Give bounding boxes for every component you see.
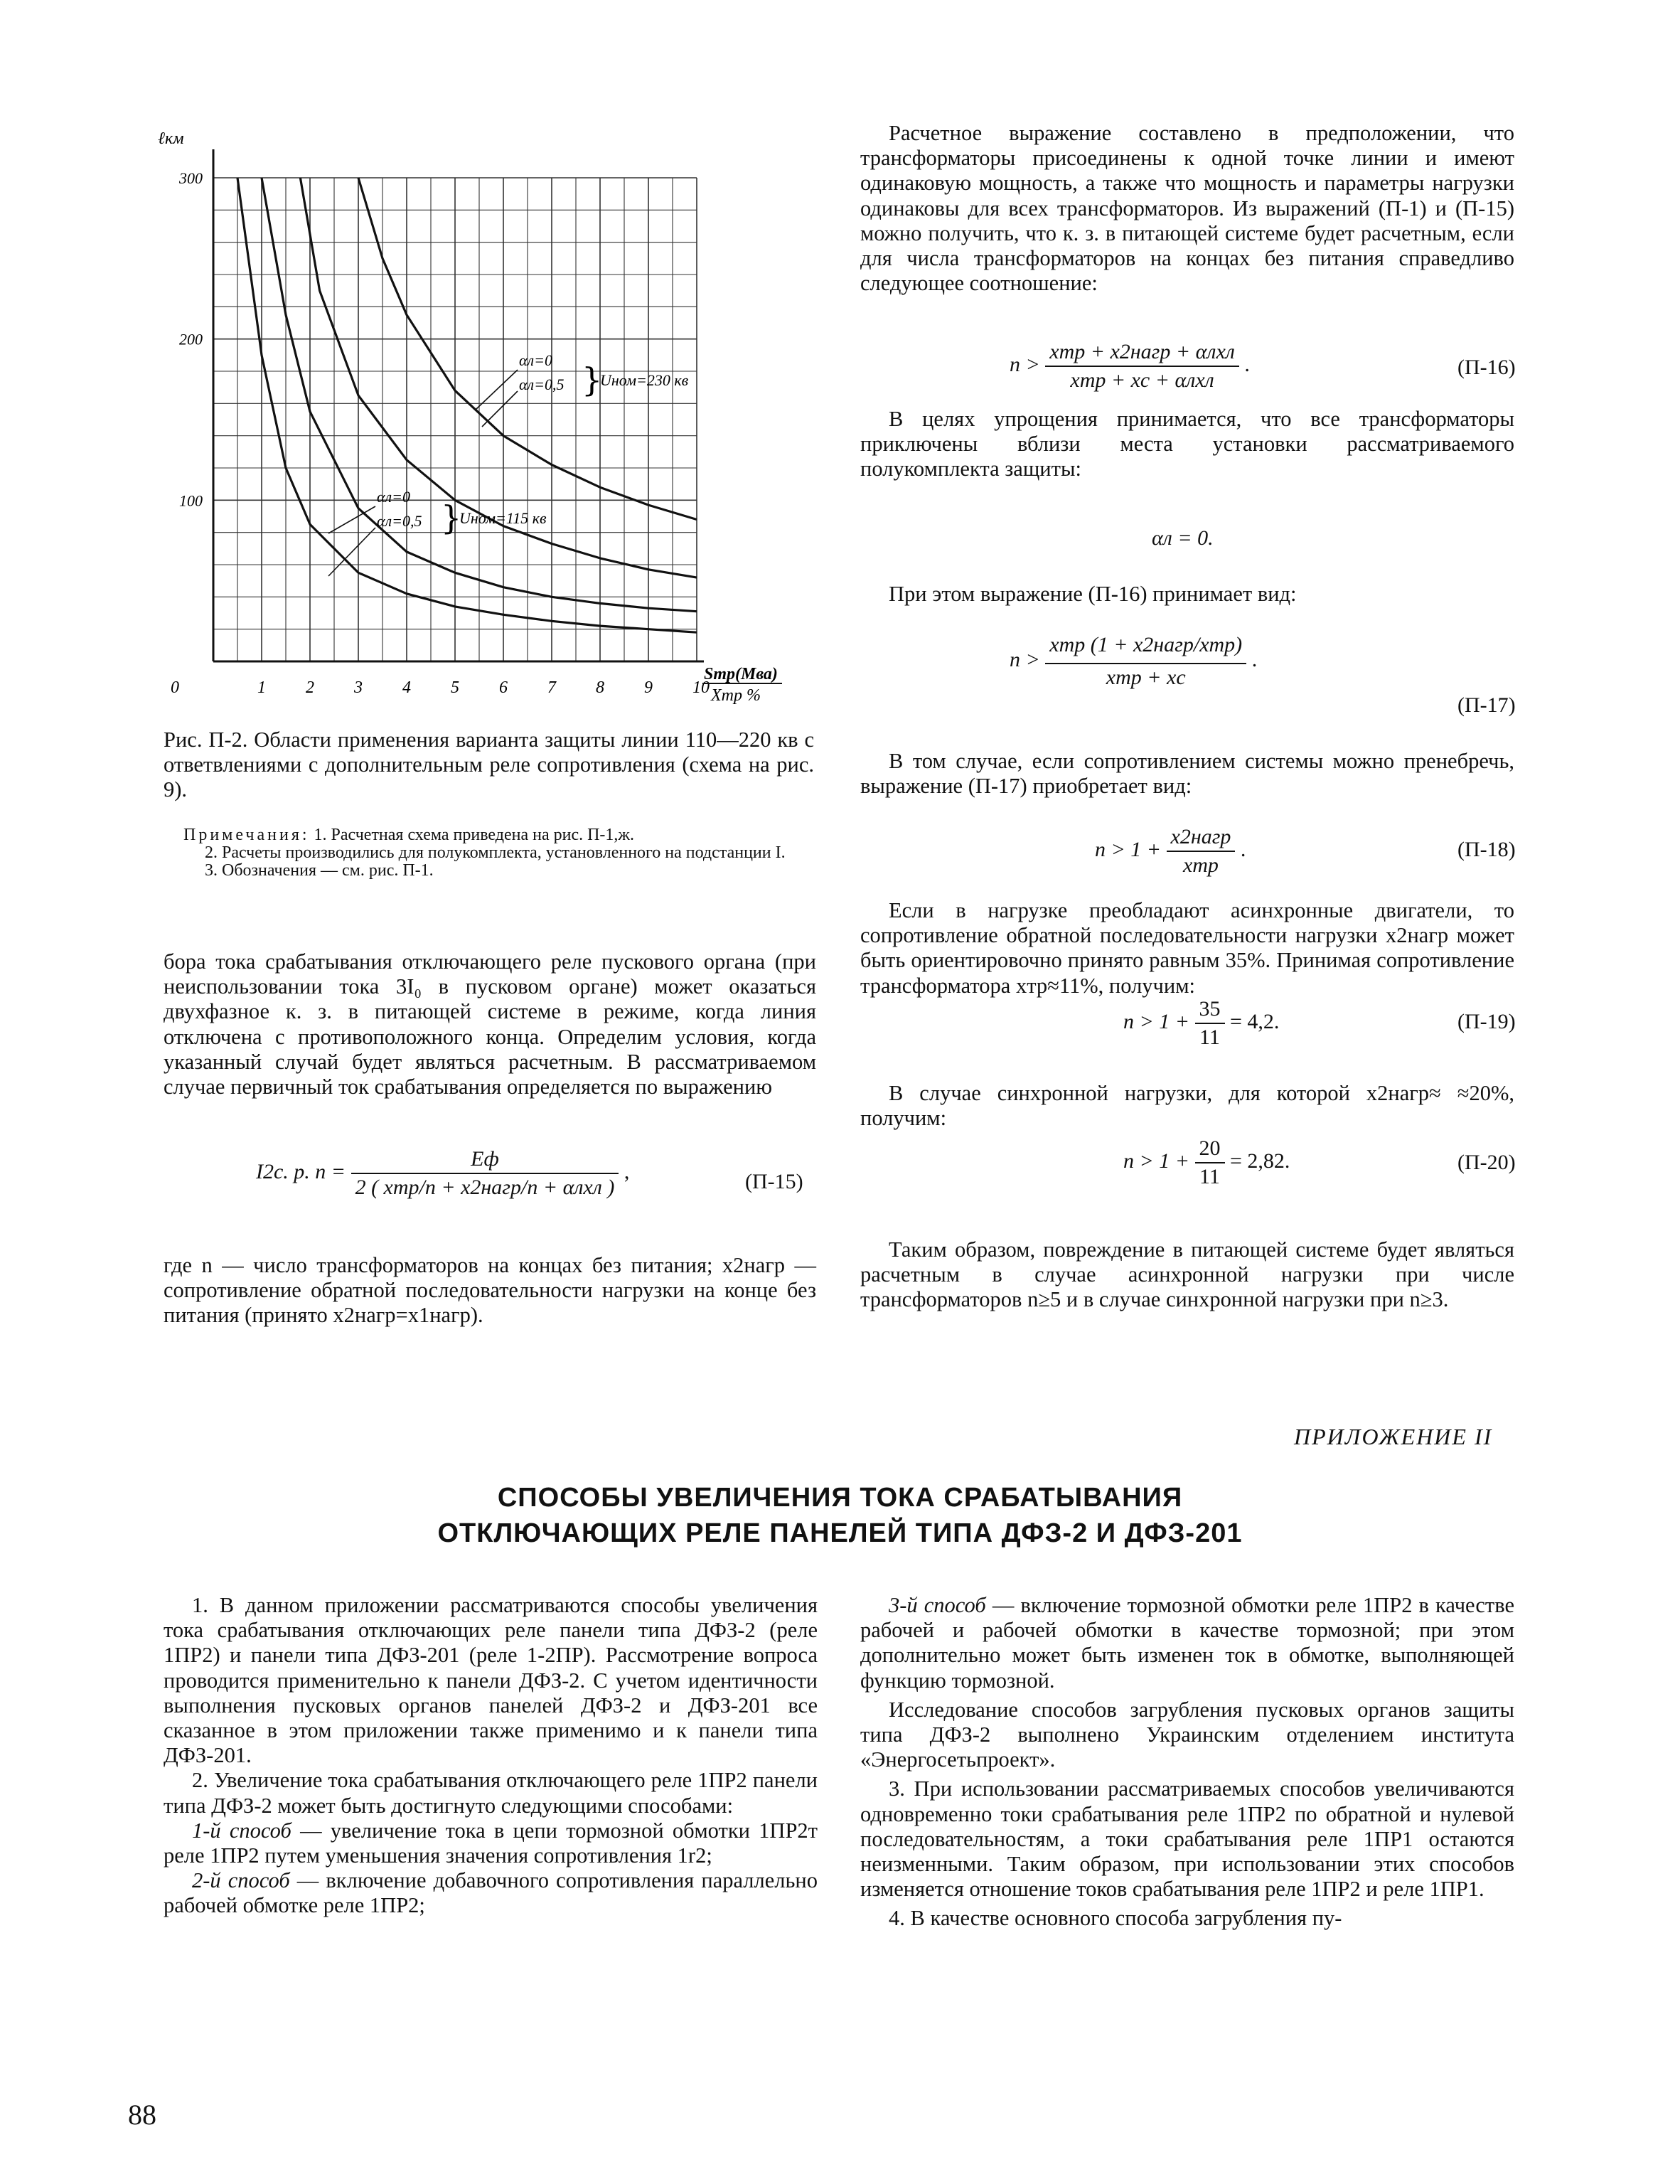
right-paragraph-3: При этом выражение (П-16) принимает вид: [889,582,1297,606]
bottom-left-paragraph-4 [164,1868,818,1918]
ann-115-alpha05: αл=0,5 [377,512,422,530]
left-paragraph-1: бора тока срабатывания отключающего реле пускового органа (при неиспользовании тока 3I₀ в пусковом органе) может оказаться двухфазное к. з. в питающей системе в режиме, когда линия отключена с противоположного конца. Определим условия, когда указанный случай будет являться расчетным. В рассматриваемом случае первичный ток срабатывания определяется по выражению [164,949,816,1099]
bottom-left-column [164,1593,818,1919]
equation-p16 [1010,340,1250,393]
bottom-left-paragraph-3 [164,1818,818,1868]
ann-230-brace: } [582,361,603,399]
bottom-left-paragraph-1: 1. В данном приложении рассматриваются способы увеличения тока срабатывания отключающих реле панели типа ДФЗ-2 (реле 1ПР2) и панели типа ДФЗ-201 (реле 1-2ПР). Рассмотрение вопроса проводится применительно к панели ДФЗ-2. С учетом идентичности выполнения пусковых органов панелей ДФЗ-2 и ДФЗ-201 все сказанное в этом приложении также применимо и к панели типа ДФЗ-201. [164,1593,818,1768]
eq20-denominator: 11 [1199,1165,1220,1188]
appendix-title-line-1: СПОСОБЫ УВЕЛИЧЕНИЯ ТОКА СРАБАТЫВАНИЯ [497,1483,1183,1513]
method-2-text: — включение добавочного сопротивления параллельно рабочей обмотке реле 1ПР2; [164,1868,818,1918]
eq15-denominator: 2 ( xтр/n + x2нагр/n + αлxл ) [355,1176,615,1199]
note-1: 1. Расчетная схема приведена на рис. П-1,ж. [314,826,635,844]
right-p3 [860,582,1514,607]
eq18-denominator: xтр [1182,853,1219,877]
x-tick-label: 7 [547,678,556,697]
eq17-lhs: n > [1010,647,1040,671]
bottom-left-paragraph-2: 2. Увеличение тока срабатывания отключающего реле 1ПР2 панели типа ДФЗ-2 может быть достигнуто следующими способами: [164,1768,818,1818]
bottom-right-paragraph-3: 3. При использовании рассматриваемых способов увеличиваются одновременно токи срабатывания реле 1ПР2 по обратной и нулевой последовательностям, а токи срабатывания реле 1ПР1 остаются неизменными. Таким образом, при использовании этих способов изменяется отношение токов срабатывания реле 1ПР2 и реле 1ПР1. [860,1777,1514,1902]
eq19-number: (П-19) [1457,1010,1516,1033]
right-paragraph-2: В целях упрощения принимается, что все трансформаторы приключены вблизи места установки рассматриваемого полукомплекта защиты: [860,407,1514,481]
eq17-dot: . [1251,647,1258,671]
ann-115-alpha0: αл=0 [377,488,410,506]
right-p2 [860,407,1514,482]
chart-axes [213,149,704,661]
equation-p20 [1123,1136,1290,1189]
x-tick-label: 6 [499,678,508,697]
eq17-number: (П-17) [1457,693,1516,717]
eq17-denominator: xтр + xс [1106,666,1186,689]
right-paragraph-5: Если в нагрузке преобладают асинхронные двигатели, то сопротивление обратной последовательности нагрузки x2нагр может быть ориентировочно принято равным 35%. Принимая сопротивление трансформатора xтр≈11%, получим: [860,898,1514,998]
eq19-fraction [1195,997,1225,1050]
x-tick-label: 2 [306,678,314,697]
method-3-text: — включение тормозной обмотки реле 1ПР2 в качестве рабочей и рабочей обмотки в качестве тормозной; при этом дополнительно может быть изменен ток в обмотке, выполняющей функцию тормозной. [860,1593,1514,1693]
figure-chart [142,121,825,711]
equation-p19 [1123,997,1279,1050]
note-2: 2. Расчеты производились для полукомплекта, установленного на подстанции I. [205,843,786,862]
bottom-right-paragraph-1 [860,1593,1514,1693]
method-1-text: — увеличение тока в цепи тормозной обмотки 1ПР2т реле 1ПР2 путем уменьшения значения сопротивления 1r2; [164,1818,818,1868]
eq17-numerator: xтр (1 + x2нагр/xтр) [1045,633,1246,664]
x-tick-label: 10 [692,678,710,697]
x-tick-label: 8 [596,678,604,697]
eq15-fraction [351,1147,619,1200]
ann-230-alpha0: αл=0 [519,351,552,369]
right-p6 [860,1081,1514,1131]
eq17-fraction [1045,633,1246,690]
left-column-top [164,949,816,1099]
eq16-denominator: xтр + xс + αлxл [1070,368,1214,392]
eq16-fraction [1045,340,1239,393]
equation-p17 [1010,633,1257,690]
eq20-fraction [1195,1136,1225,1189]
eq16-numerator: xтр + x2нагр + αлxл [1045,340,1239,367]
eq20-number: (П-20) [1457,1151,1516,1174]
figure-notes [183,826,815,880]
appendix-title-line-2: ОТКЛЮЧАЮЩИХ РЕЛЕ ПАНЕЛЕЙ ТИПА ДФЗ-2 И ДФЗ-201 [437,1518,1243,1548]
figure-caption: Рис. П-2. Области применения варианта защиты линии 110—220 кв с ответвлениями с дополнительным реле сопротивления (схема на рис. 9). [164,728,814,801]
eq18-lhs: n > 1 + [1095,837,1161,861]
x-tick-label: 3 [354,678,363,697]
equation-p18 [1095,825,1246,878]
eq18-numerator: x2нагр [1167,825,1236,852]
eq20-lhs: n > 1 + [1123,1149,1189,1173]
equation-p15: I2с. р. п = $\frac{Eф}{\text{2 ( xтр/n + x2нагр/n + αлxл )}}$ , [256,1147,630,1199]
right-p1 [860,121,1514,296]
eq15-number: (П-15) [745,1170,803,1193]
y-tick-label: 200 [179,330,203,348]
chart-ticks [171,169,710,697]
x-tick-label: 9 [644,678,653,697]
eq15-numerator: Eф [351,1147,619,1174]
chart-series [237,178,697,632]
notes-head: Примечания: [183,826,310,844]
eq16-lhs: n > [1010,352,1040,376]
eq18-dot: . [1240,837,1246,861]
x-axis-label-bottom: Xтр % [711,686,761,705]
chart-grid [213,178,697,661]
bottom-right-paragraph-4: 4. В качестве основного способа загрубления пу- [889,1906,1342,1931]
left-paragraph-2: где n — число трансформаторов на концах без питания; x2нагр — сопротивление обратной последовательности нагрузки на конце без питания (принято x2нагр=x1нагр). [164,1253,816,1328]
right-p7 [860,1237,1514,1313]
eq18-fraction [1167,825,1236,878]
right-paragraph-7: Таким образом, повреждение в питающей системе будет являться расчетным в случае асинхронной нагрузки при числе трансформаторов n≥5 и в случае синхронной нагрузки при n≥3. [860,1237,1514,1312]
eq19-denominator: 11 [1199,1026,1220,1049]
bottom-right-column [860,1593,1514,1932]
right-paragraph-6: В случае синхронной нагрузки, для которой x2нагр≈ ≈20%, получим: [860,1081,1514,1131]
eq19-lhs: n > 1 + [1123,1009,1189,1033]
right-paragraph-1: Расчетное выражение составлено в предположении, что трансформаторы присоединены к одной точке линии и имеют одинаковую мощность, а также что мощность и параметры нагрузки одинаковы для всех трансформаторов. Из выражений (П-1) и (П-15) можно получить, что к. з. в питающей системе будет расчетным, если для числа трансформаторов на концах без питания справедливо следующее соотношение: [860,121,1514,296]
appendix-label: ПРИЛОЖЕНИЕ II [1294,1424,1493,1449]
right-paragraph-4: В том случае, если сопротивлением системы можно пренебречь, выражение (П-17) приобретает вид: [860,749,1514,799]
eq20-numerator: 20 [1195,1136,1225,1163]
ann-230-unom: Uном=230 кв [600,371,689,389]
ann-230-alpha05: αл=0,5 [519,375,565,393]
method-2-label: 2-й способ [192,1868,290,1893]
method-1-label: 1-й способ [192,1818,291,1843]
eq16-number: (П-16) [1457,356,1516,379]
x-tick-label: 0 [171,678,179,697]
x-axis-label-top: Sтр(Мва) [704,665,778,683]
x-tick-label: 1 [257,678,266,697]
eq19-numerator: 35 [1195,997,1225,1024]
eq16-dot: . [1244,352,1250,376]
eq18-number: (П-18) [1457,838,1516,861]
ann-115-unom: Uном=115 кв [459,509,547,527]
right-p5 [860,898,1514,998]
y-axis-label: ℓкм [158,129,184,148]
x-tick-label: 5 [451,678,459,697]
x-tick-label: 4 [402,678,411,697]
ann-115-brace: } [441,499,462,537]
equation-alpha: αл = 0. [1152,526,1214,550]
eq15-lhs: I2с. р. п = [256,1159,346,1183]
right-p4 [860,749,1514,799]
bottom-right-paragraph-2: Исследование способов загрубления пусковых органов защиты типа ДФЗ-2 выполнено Украинским отделением института «Энергосетьпроект». [860,1697,1514,1772]
note-3: 3. Обозначения — см. рис. П-1. [205,861,434,880]
method-3-label: 3-й способ [889,1593,986,1617]
y-tick-label: 100 [179,491,203,510]
page-number: 88 [128,2099,156,2131]
eq19-rhs: = 4,2. [1230,1009,1280,1033]
eq20-rhs: = 2,82. [1230,1149,1290,1173]
left-column-bottom [164,1253,816,1328]
y-tick-label: 300 [179,169,203,187]
